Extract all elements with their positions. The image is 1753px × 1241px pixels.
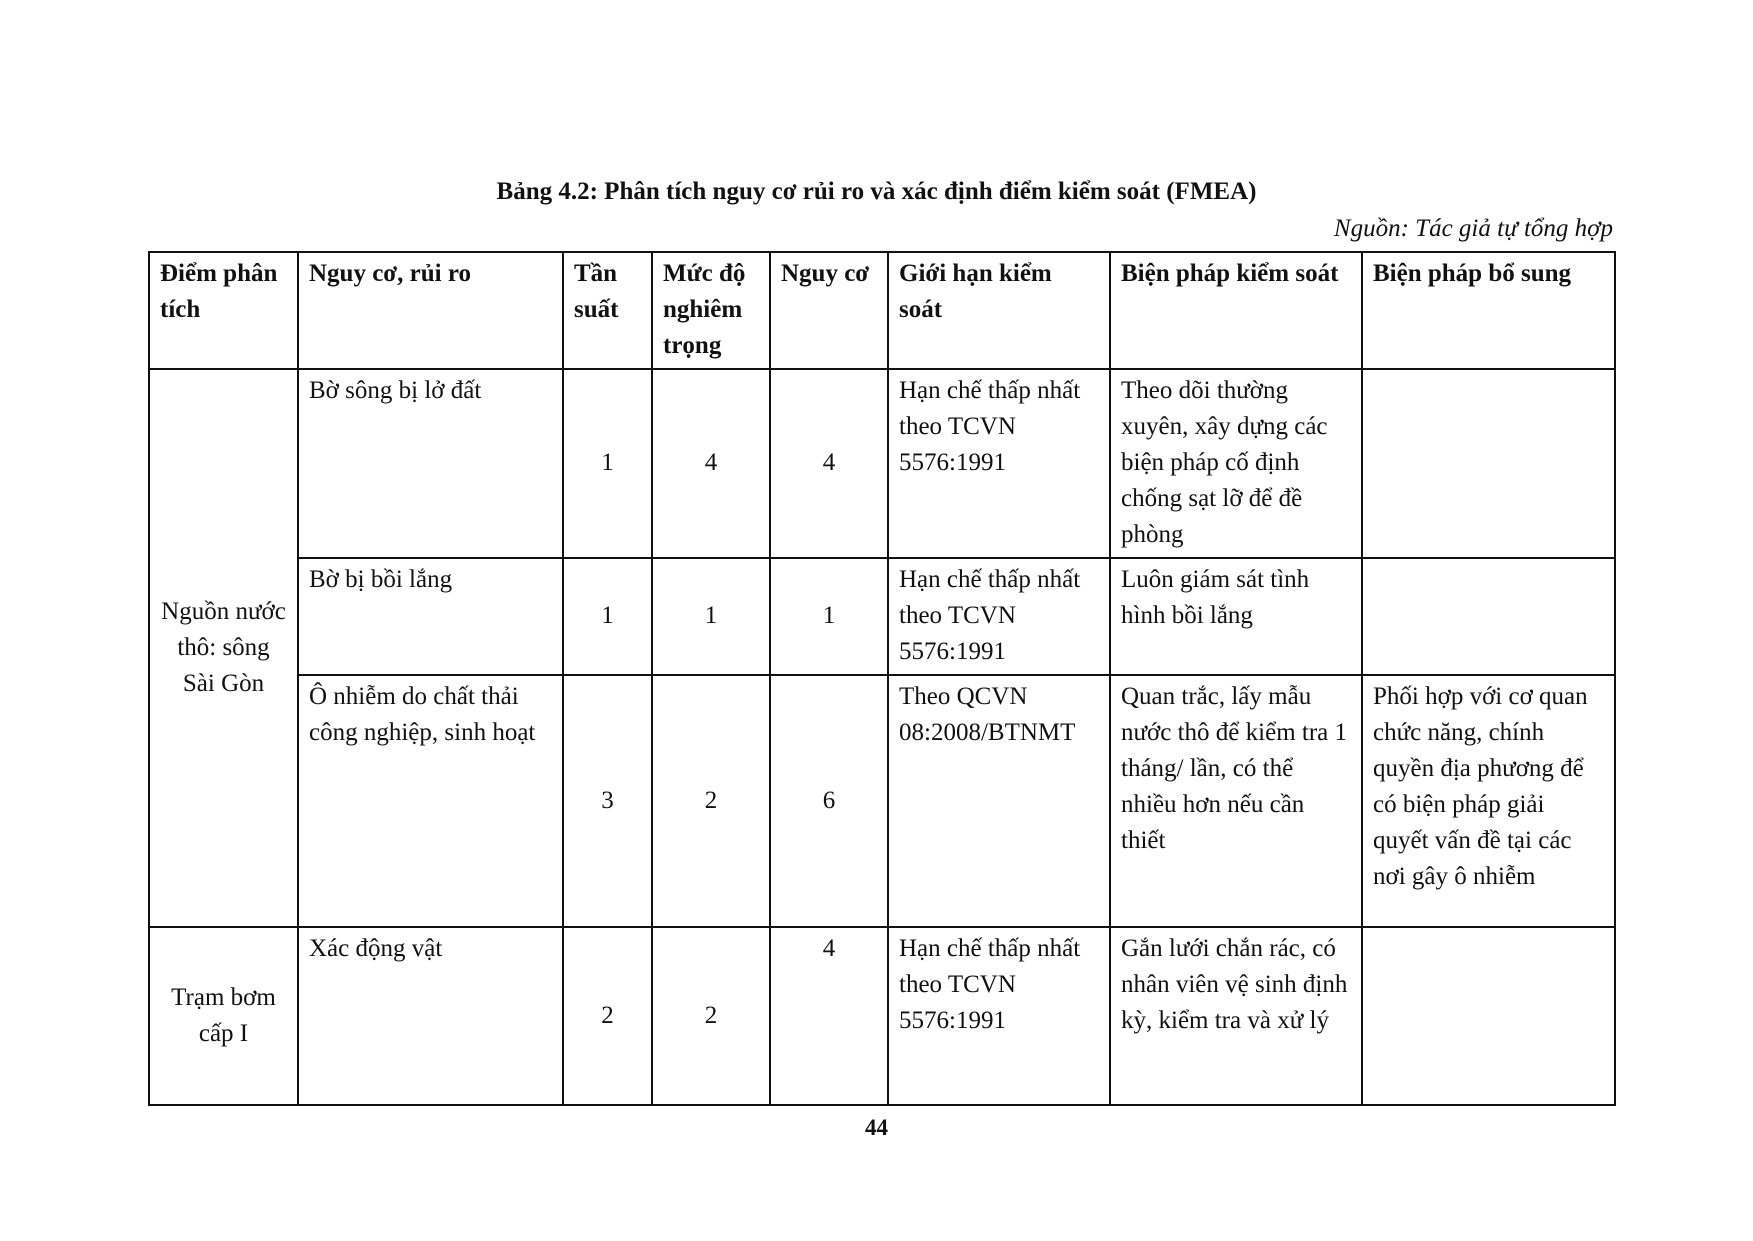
fmea-table: [148, 251, 1616, 1106]
risk-cell: Ô nhiễm do chất thải công nghiệp, sinh hoạt: [298, 675, 563, 927]
frequency-cell: 3: [563, 675, 652, 927]
control-limit-cell: Hạn chế thấp nhất theo TCVN 5576:1991: [888, 558, 1110, 675]
frequency-cell: 2: [563, 927, 652, 1105]
analysis-point-cell: Trạm bơm cấp I: [149, 927, 298, 1105]
table-row: [149, 369, 1615, 558]
header-danger: Nguy cơ: [770, 252, 888, 369]
table-title: Bảng 4.2: Phân tích nguy cơ rủi ro và xác định điểm kiểm soát (FMEA): [496, 178, 1257, 205]
control-measure-cell: Quan trắc, lấy mẫu nước thô để kiểm tra 1 tháng/ lần, có thể nhiều hơn nếu cần thiết: [1110, 675, 1362, 927]
control-measure-cell: Luôn giám sát tình hình bồi lắng: [1110, 558, 1362, 675]
page-number: 44: [865, 1115, 888, 1140]
risk-cell: Bờ bị bồi lắng: [298, 558, 563, 675]
header-frequency: Tần suất: [563, 252, 652, 369]
control-measure-cell: Gắn lưới chắn rác, có nhân viên vệ sinh định kỳ, kiểm tra và xử lý: [1110, 927, 1362, 1105]
severity-cell: 4: [652, 369, 770, 558]
header-risk: Nguy cơ, rủi ro: [298, 252, 563, 369]
control-measure-cell: Theo dõi thường xuyên, xây dựng các biện pháp cố định chống sạt lỡ để đề phòng: [1110, 369, 1362, 558]
danger-cell: 1: [770, 558, 888, 675]
table-header-row: [149, 252, 1615, 369]
analysis-point-cell: Nguồn nước thô: sông Sài Gòn: [149, 369, 298, 927]
control-limit-cell: Theo QCVN 08:2008/BTNMT: [888, 675, 1110, 927]
header-additional-measure: Biện pháp bổ sung: [1362, 252, 1615, 369]
severity-cell: 2: [652, 927, 770, 1105]
table-source-note: Nguồn: Tác giả tự tổng hợp: [1333, 215, 1613, 242]
additional-measure-cell: [1362, 369, 1615, 558]
severity-cell: 2: [652, 675, 770, 927]
severity-cell: 1: [652, 558, 770, 675]
frequency-cell: 1: [563, 369, 652, 558]
table-row: [149, 675, 1615, 927]
danger-cell: 4: [770, 369, 888, 558]
additional-measure-cell: Phối hợp với cơ quan chức năng, chính quyền địa phương để có biện pháp giải quyết vấn đề tại các nơi gây ô nhiễm: [1362, 675, 1615, 927]
frequency-cell: 1: [563, 558, 652, 675]
additional-measure-cell: [1362, 558, 1615, 675]
control-limit-cell: Hạn chế thấp nhất theo TCVN 5576:1991: [888, 369, 1110, 558]
header-control-limit: Giới hạn kiểm soát: [888, 252, 1110, 369]
risk-cell: Xác động vật: [298, 927, 563, 1105]
risk-cell: Bờ sông bị lở đất: [298, 369, 563, 558]
header-severity: Mức độ nghiêm trọng: [652, 252, 770, 369]
header-analysis-point: Điểm phân tích: [149, 252, 298, 369]
table-row: [149, 558, 1615, 675]
danger-cell: 6: [770, 675, 888, 927]
control-limit-cell: Hạn chế thấp nhất theo TCVN 5576:1991: [888, 927, 1110, 1105]
header-control-measure: Biện pháp kiểm soát: [1110, 252, 1362, 369]
table-row: [149, 927, 1615, 1105]
danger-cell: 4: [770, 927, 888, 1105]
additional-measure-cell: [1362, 927, 1615, 1105]
